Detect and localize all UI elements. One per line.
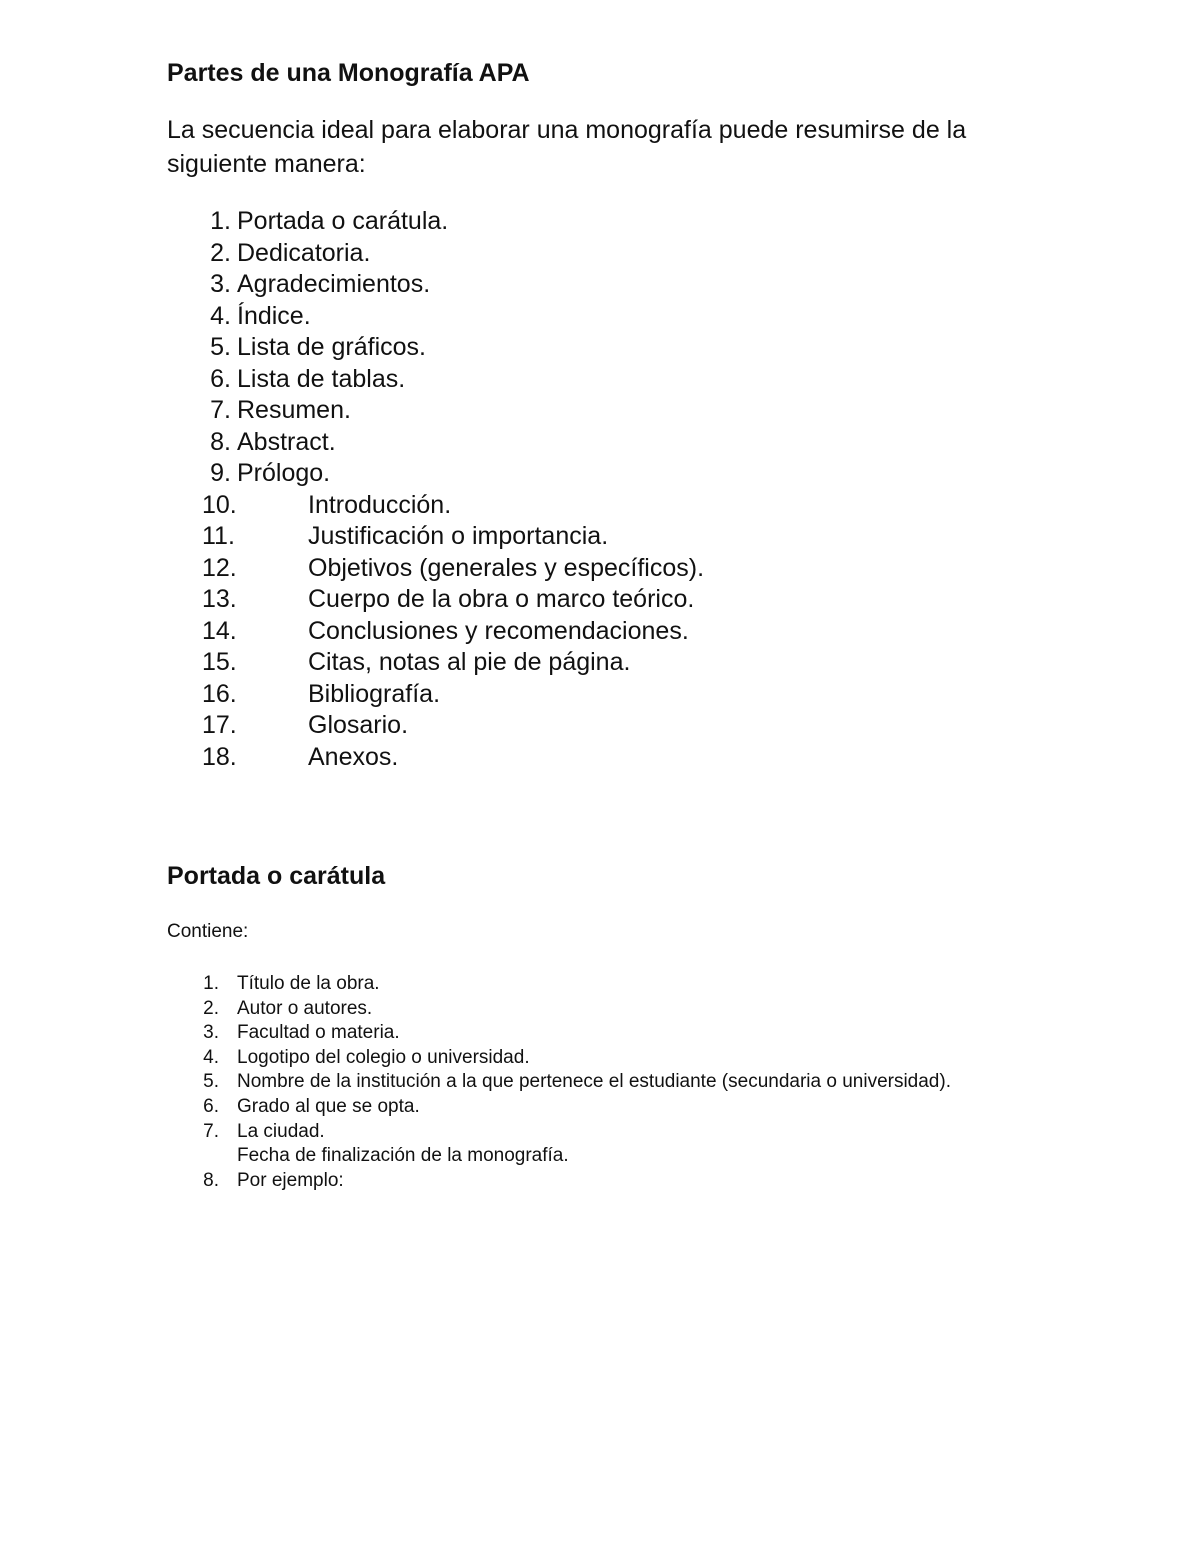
list-item-extra-text: Fecha de finalización de la monografía. <box>237 1145 569 1167</box>
list-item-text: Lista de tablas. <box>237 364 406 393</box>
page-title: Partes de una Monografía APA <box>167 59 530 87</box>
list-item-number: 5. <box>210 333 231 361</box>
list-item-text: Conclusiones y recomendaciones. <box>308 616 689 645</box>
list-item-text: Prólogo. <box>237 459 331 487</box>
list-item-number: 7. <box>203 1120 219 1142</box>
list-item-text: Título de la obra. <box>237 973 380 994</box>
list-item-text: Abstract. <box>237 427 336 456</box>
list-item <box>167 1021 987 1046</box>
list-item <box>167 1169 987 1194</box>
cover-contents-list <box>167 972 987 1193</box>
list-item-number: 15. <box>202 648 237 676</box>
list-item-text: Logotipo del colegio o universidad. <box>237 1046 530 1068</box>
list-item-text: Glosario. <box>308 711 409 739</box>
list-item-number: 2. <box>210 238 231 267</box>
list-item <box>167 1120 987 1169</box>
list-item <box>167 972 987 997</box>
list-item-number: 9. <box>210 459 231 487</box>
list-item-text: Anexos. <box>308 742 399 771</box>
list-item-number: 10. <box>202 490 237 519</box>
list-item-text: Cuerpo de la obra o marco teórico. <box>308 585 695 613</box>
list-item-text: Lista de gráficos. <box>237 333 426 361</box>
list-item-number: 16. <box>202 679 237 708</box>
list-item <box>167 1046 987 1071</box>
list-item-number: 12. <box>202 553 237 582</box>
list-item-text: Agradecimientos. <box>237 270 431 298</box>
list-item <box>167 997 987 1022</box>
list-item-text: Justificación o importancia. <box>308 522 609 550</box>
list-item-number: 14. <box>202 616 237 645</box>
list-item-text: Introducción. <box>308 490 452 519</box>
list-item-number: 8. <box>210 427 231 456</box>
list-item-text: Autor o autores. <box>237 997 373 1019</box>
list-item-number: 18. <box>202 742 237 771</box>
list-item <box>167 1095 987 1120</box>
list-item <box>167 1070 987 1095</box>
list-item-text: Grado al que se opta. <box>237 1095 420 1117</box>
list-item-number: 8. <box>203 1169 219 1191</box>
list-item-number: 13. <box>202 585 237 613</box>
list-item-number: 2. <box>203 997 219 1019</box>
list-item-text: Nombre de la institución a la que pertenece el estudiante (secundaria o universidad). <box>237 1071 951 1093</box>
section-heading: Portada o carátula <box>167 862 386 890</box>
list-item-number: 5. <box>203 1071 219 1093</box>
list-item-text: Bibliografía. <box>308 679 441 708</box>
list-item-text: Facultad o materia. <box>237 1022 400 1044</box>
list-item-text: Portada o carátula. <box>237 207 449 235</box>
list-item-number: 6. <box>210 364 231 393</box>
list-item-text: La ciudad. <box>237 1120 325 1142</box>
contiene-label: Contiene: <box>167 921 249 942</box>
list-item-number: 7. <box>210 396 231 424</box>
list-item-number: 1. <box>203 973 219 994</box>
list-item-number: 1. <box>210 207 231 235</box>
intro-paragraph: La secuencia ideal para elaborar una monografía puede resumirse de la siguiente manera: <box>167 116 967 178</box>
list-item-text: Citas, notas al pie de página. <box>308 648 631 676</box>
list-item-text: Por ejemplo: <box>237 1169 344 1191</box>
list-item-number: 6. <box>203 1095 219 1117</box>
list-item-text: Dedicatoria. <box>237 238 371 267</box>
list-item-number: 4. <box>203 1046 219 1068</box>
list-item-number: 3. <box>203 1022 219 1044</box>
list-item-text: Resumen. <box>237 396 351 424</box>
list-item-number: 17. <box>202 711 237 739</box>
list-item-text: Índice. <box>237 301 311 330</box>
list-item-number: 11. <box>202 522 235 550</box>
list-item-number: 4. <box>210 301 231 330</box>
list-item-text: Objetivos (generales y específicos). <box>308 553 705 582</box>
list-item-number: 3. <box>210 270 231 298</box>
